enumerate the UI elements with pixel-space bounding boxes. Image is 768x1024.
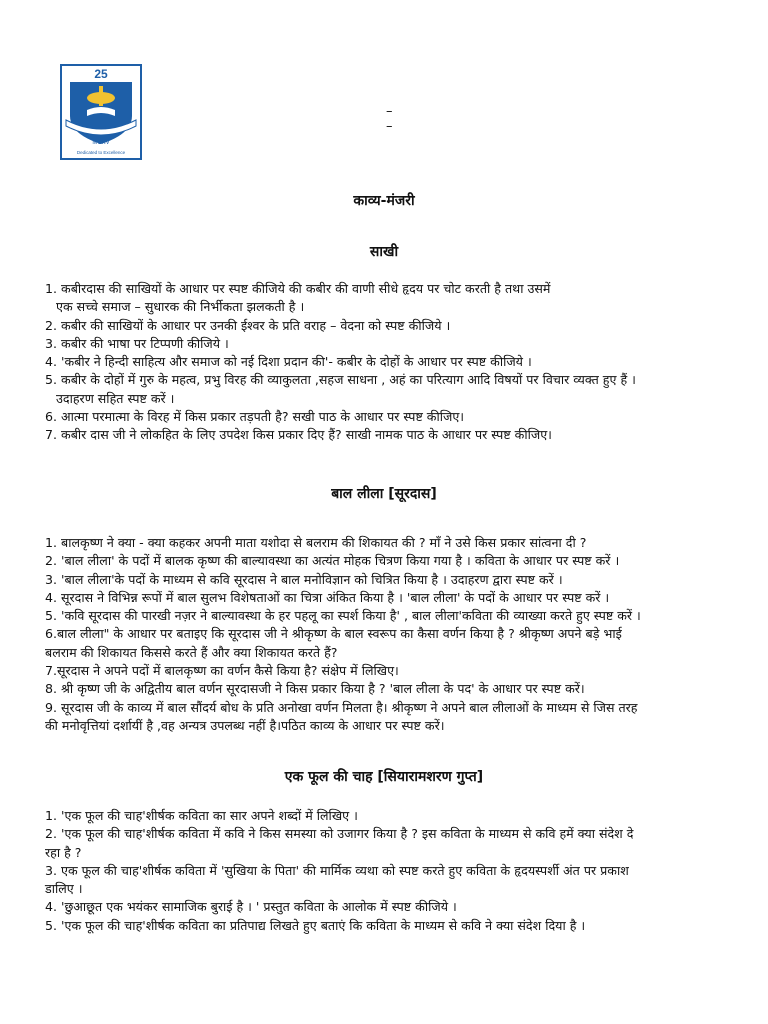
question-line: 3. एक फूल की चाह'शीर्षक कविता में 'सुखिया के पिता' की मार्मिक व्यथा को स्पष्ट करते हुए कविता के हृदयस्पर्शी अंत पर प्रकाश bbox=[45, 862, 629, 878]
question-line: 9. सूरदास जी के काव्य में बाल सौंदर्य बोध के प्रति अनोखा वर्णन मिलता है। श्रीकृष्ण ने अपने बाल लीलाओं के माध्यम से जिस तरह bbox=[45, 699, 638, 715]
question-list-sakhi bbox=[45, 280, 735, 445]
logo-initials: MCKV bbox=[92, 140, 110, 146]
question-line: एक सच्चे समाज – सुधारक की निर्भीकता झलकती है । bbox=[56, 299, 305, 315]
header-mark: – bbox=[386, 119, 393, 134]
question-line: 1. कबीरदास की साखियों के आधार पर स्पष्ट कीजिये की कबीर की वाणी सीधे हृदय पर चोट करती है तथा उसमें bbox=[45, 281, 551, 296]
question-line: 7. कबीर दास जी ने लोकहित के लिए उपदेश किस प्रकार दिए हैं? साखी नामक पाठ के आधार पर स्पष्ट कीजिए। bbox=[45, 427, 552, 443]
question-line: बलराम की शिकायत किससे करते हैं और क्या शिकायत करते हैं? bbox=[45, 644, 338, 660]
question-line: 2. 'बाल लीला' के पदों में बालक कृष्ण की बाल्यावस्था का अत्यंत मोहक चित्रण किया गया है । कविता के आधार पर स्पष्ट करें । bbox=[45, 553, 620, 569]
section-heading-sakhi: साखी bbox=[369, 244, 399, 260]
question-line: 3. कबीर की भाषा पर टिप्पणी कीजिये । bbox=[45, 335, 229, 351]
section-heading-ek-phool-ki-chah: एक फूल की चाह [सियारामशरण गुप्त] bbox=[284, 769, 484, 785]
header-marks bbox=[386, 104, 393, 134]
section-heading-bal-leela: बाल लीला [सूरदास] bbox=[331, 486, 437, 502]
page-title: काव्य-मंजरी bbox=[353, 193, 415, 209]
question-line: रहा है ? bbox=[45, 844, 82, 860]
question-list-ek-phool-ki-chah bbox=[45, 807, 735, 935]
question-line: 3. 'बाल लीला'के पदों के माध्यम से कवि सूरदास ने बाल मनोविज्ञान को चित्रित किया है । उदाहरण द्वारा स्पष्ट करें । bbox=[45, 571, 563, 587]
question-line: 7.सूरदास ने अपने पदों में बालकृष्ण का वर्णन कैसे किया है? संक्षेप में लिखिए। bbox=[45, 663, 399, 679]
logo-number: 25 bbox=[94, 67, 108, 81]
school-crest-icon bbox=[60, 64, 142, 160]
question-line: की मनोवृत्तियां दर्शायीं है ,वह अन्यत्र उपलब्ध नहीं है।पठित काव्य के आधार पर स्पष्ट करें। bbox=[45, 717, 445, 733]
question-line: 6. आत्मा परमात्मा के विरह में किस प्रकार तड़पती है? सखी पाठ के आधार पर स्पष्ट कीजिए। bbox=[45, 409, 465, 425]
question-line: 4. 'कबीर ने हिन्दी साहित्य और समाज को नई दिशा प्रदान की'- कबीर के दोहों के आधार पर स्पष्ट कीजिये । bbox=[45, 354, 532, 370]
question-line: 5. 'एक फूल की चाह'शीर्षक कविता का प्रतिपाद्य लिखते हुए बताएं कि कविता के माध्यम से कवि ने क्या संदेश दिया है । bbox=[45, 917, 586, 933]
question-line: 6.बाल लीला" के आधार पर बताइए कि सूरदास जी ने श्रीकृष्ण के बाल स्वरूप का कैसा वर्णन किया है ? श्रीकृष्ण अपने बड़े भाई bbox=[45, 626, 622, 642]
question-line: डालिए । bbox=[45, 881, 83, 897]
question-line: 8. श्री कृष्ण जी के अद्वितीय बाल वर्णन सूरदासजी ने किस प्रकार किया है ? 'बाल लीला के पद' के आधार पर स्पष्ट करें। bbox=[45, 681, 585, 697]
question-line: 4. सूरदास ने विभिन्न रूपों में बाल सुलभ विशेषताओं का चित्रा अंकित किया है । 'बाल लीला' के पदों के आधार पर स्पष्ट करें । bbox=[45, 589, 610, 605]
question-line: उदाहरण सहित स्पष्ट करें । bbox=[56, 390, 175, 406]
question-list-bal-leela bbox=[45, 534, 735, 735]
question-line: 5. 'कवि सूरदास की पारखी नज़र ने बाल्यावस्था के हर पहलू का स्पर्श किया है' , बाल लीला'कविता की व्याख्या करते हुए स्पष्ट करें । bbox=[45, 608, 641, 624]
question-line: 1. बालकृष्ण ने क्या - क्या कहकर अपनी माता यशोदा से बलराम की शिकायत की ? माँ ने उसे किस प्रकार सांत्वना दी ? bbox=[45, 535, 587, 550]
question-line: 4. 'छुआछूत एक भयंकर सामाजिक बुराई है । ' प्रस्तुत कविता के आलोक में स्पष्ट कीजिये । bbox=[45, 899, 457, 915]
question-line: 5. कबीर के दोहों में गुरु के महत्व, प्रभु विरह की व्याकुलता ,सहज साधना , अहं का परित्याग आदि विषयों पर विचार व्यक्त हुए हैं । bbox=[45, 372, 636, 388]
header-mark: – bbox=[386, 104, 393, 119]
question-line: 1. 'एक फूल की चाह'शीर्षक कविता का सार अपने शब्दों में लिखिए । bbox=[45, 808, 358, 823]
question-line: 2. कबीर की साखियों के आधार पर उनकी ईश्वर के प्रति वराह – वेदना को स्पष्ट कीजिये । bbox=[45, 317, 451, 333]
logo-tagline: Dedicated to Excellence bbox=[76, 150, 126, 155]
school-logo bbox=[60, 64, 142, 160]
question-line: 2. 'एक फूल की चाह'शीर्षक कविता में कवि ने किस समस्या को उजागर किया है ? इस कविता के माध्यम से कवि हमें क्या संदेश दे bbox=[45, 826, 634, 842]
